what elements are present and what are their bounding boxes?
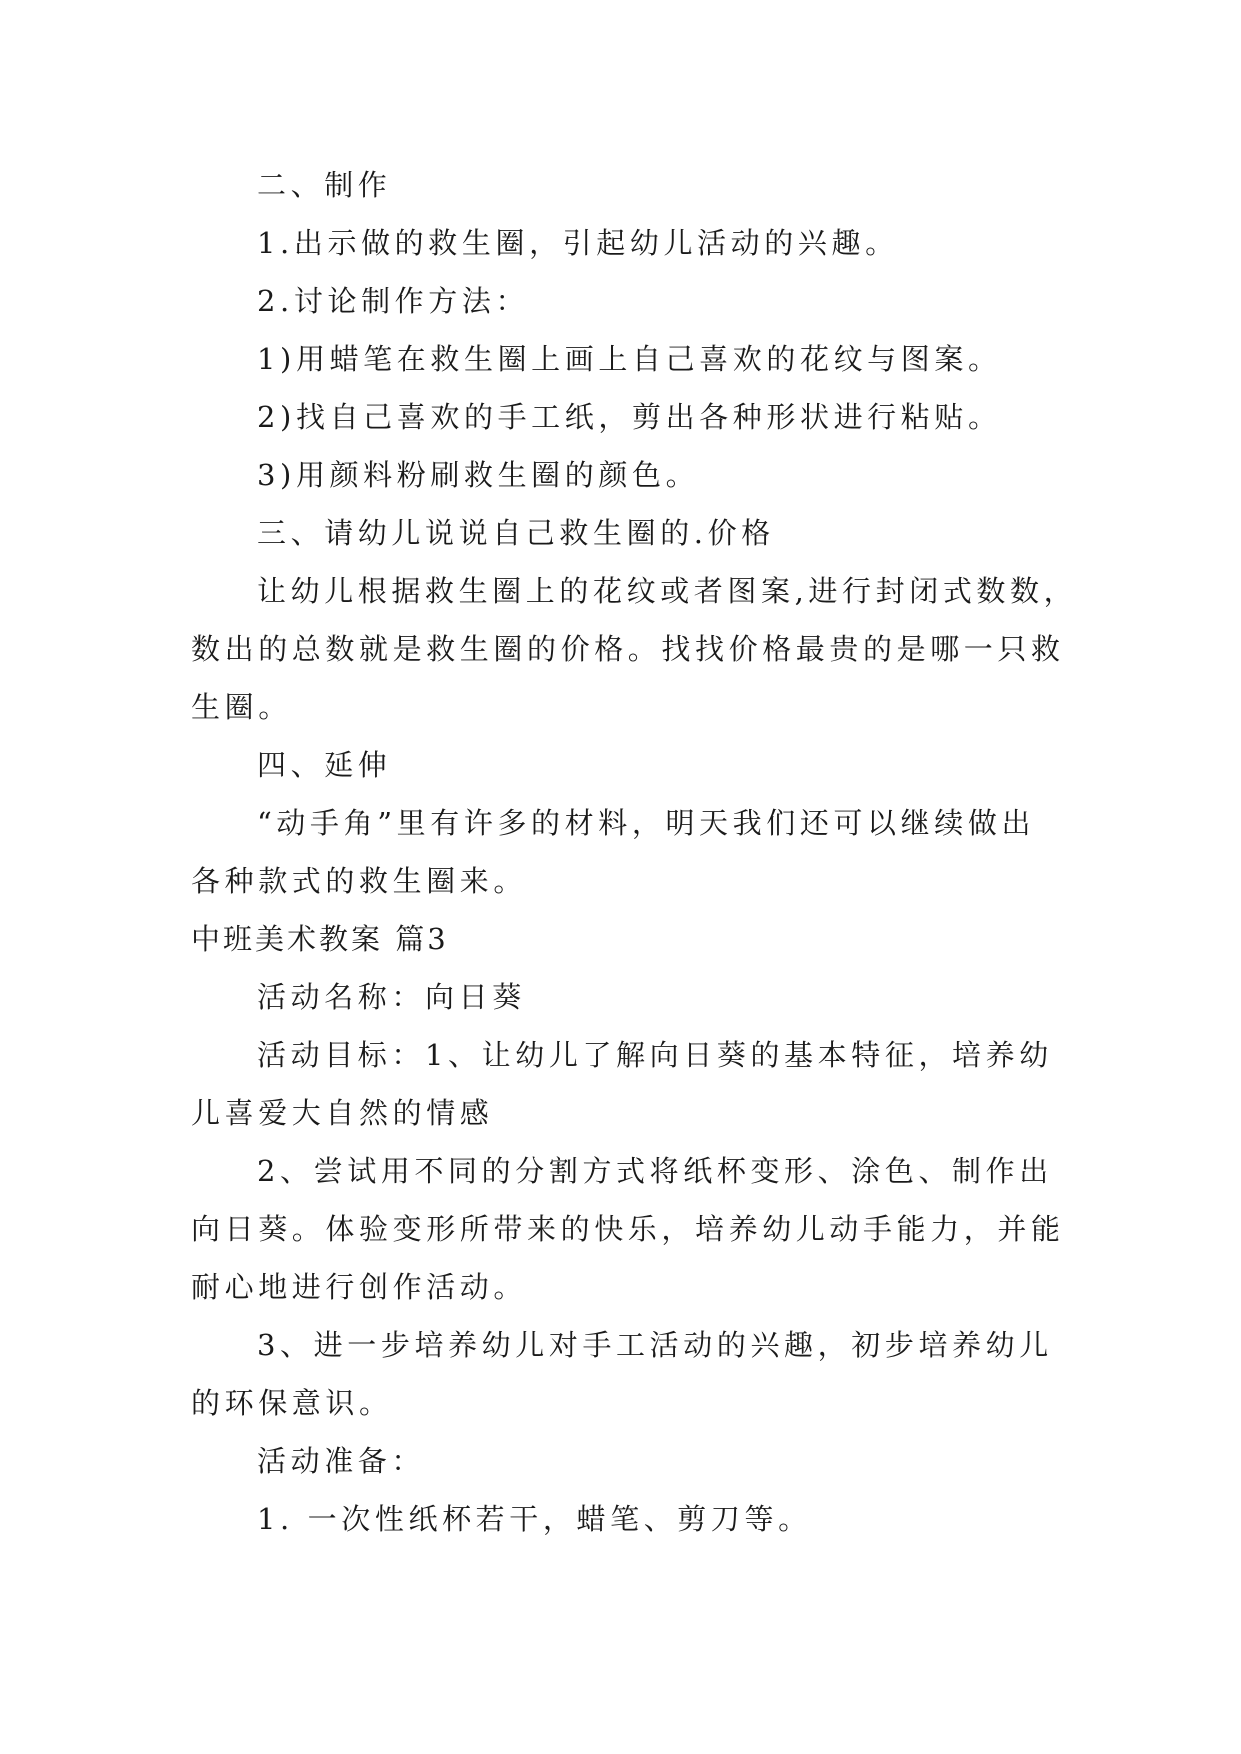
activity-goal-2-line-1: 2、尝试用不同的分割方式将纸杯变形、涂色、制作出 bbox=[257, 1154, 1053, 1188]
activity-goal-1-line-1: 活动目标：1、让幼儿了解向日葵的基本特征，培养幼 bbox=[257, 1038, 1053, 1072]
step-2-discuss-method: 2.讨论制作方法： bbox=[257, 284, 530, 318]
method-3-paint: 3)用颜料粉刷救生圈的颜色。 bbox=[257, 458, 700, 492]
method-2-paper: 2)找自己喜欢的手工纸，剪出各种形状进行粘贴。 bbox=[257, 400, 1002, 434]
section-heading-price: 三、请幼儿说说自己救生圈的.价格 bbox=[257, 516, 775, 550]
activity-goal-3-line-2: 的环保意识。 bbox=[191, 1386, 393, 1420]
section-heading-extension: 四、延伸 bbox=[257, 748, 392, 782]
paragraph-price-line-3: 生圈。 bbox=[191, 690, 292, 724]
section-heading-making: 二、制作 bbox=[257, 168, 392, 202]
activity-preparation-heading: 活动准备： bbox=[257, 1444, 426, 1478]
paragraph-price-line-1: 让幼儿根据救生圈上的花纹或者图案,进行封闭式数数， bbox=[257, 574, 1078, 608]
activity-goal-1-line-2: 儿喜爱大自然的情感 bbox=[191, 1096, 494, 1130]
paragraph-extension-line-2: 各种款式的救生圈来。 bbox=[191, 864, 528, 898]
activity-goal-2-line-2: 向日葵。体验变形所带来的快乐，培养幼儿动手能力，并能 bbox=[191, 1212, 1065, 1246]
lesson-title: 中班美术教案 篇3 bbox=[191, 922, 449, 956]
activity-goal-3-line-1: 3、进一步培养幼儿对手工活动的兴趣，初步培养幼儿 bbox=[257, 1328, 1053, 1362]
paragraph-price-line-2: 数出的总数就是救生圈的价格。找找价格最贵的是哪一只救 bbox=[191, 632, 1065, 666]
activity-goal-2-line-3: 耐心地进行创作活动。 bbox=[191, 1270, 528, 1304]
activity-preparation-item-1: 1. 一次性纸杯若干，蜡笔、剪刀等。 bbox=[257, 1502, 812, 1536]
paragraph-extension-line-1: “动手角”里有许多的材料，明天我们还可以继续做出 bbox=[257, 806, 1036, 840]
activity-name: 活动名称：向日葵 bbox=[257, 980, 526, 1014]
method-1-crayon: 1)用蜡笔在救生圈上画上自己喜欢的花纹与图案。 bbox=[257, 342, 1002, 376]
step-1-show-lifebuoy: 1.出示做的救生圈，引起幼儿活动的兴趣。 bbox=[257, 226, 899, 260]
